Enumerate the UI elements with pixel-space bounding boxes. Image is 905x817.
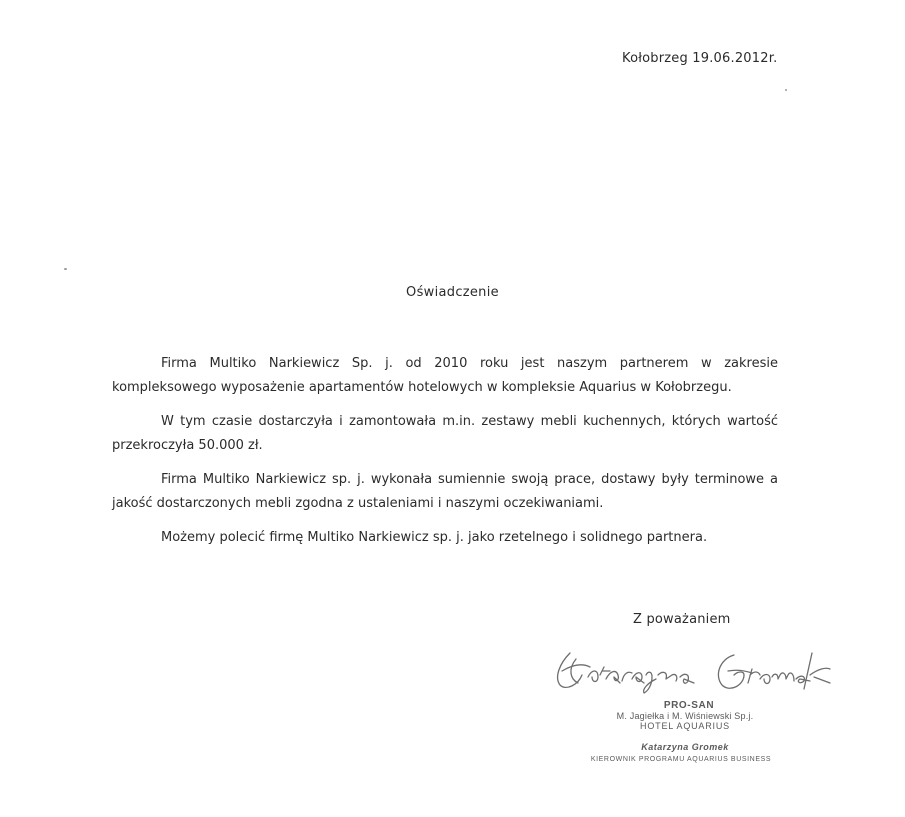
scan-speck [64, 268, 67, 270]
document-title: Oświadczenie [406, 285, 499, 300]
stamp-person-name: Katarzyna Gromek [641, 742, 729, 752]
paragraph-partnership: Firma Multiko Narkiewicz Sp. j. od 2010 roku jest naszym partnerem w zakresie kompleksowego wyposażenie apartamentów hotelowych w kompleksie Aquarius w Kołobrzegu. [112, 356, 778, 395]
stamp-role: KIEROWNIK PROGRAMU AQUARIUS BUSINESS [590, 756, 772, 763]
closing-salutation: Z poważaniem [633, 612, 731, 627]
company-stamp [585, 700, 785, 765]
letter-body [112, 352, 778, 560]
date-line: Kołobrzeg 19.06.2012r. [622, 51, 778, 66]
paragraph-deliveries: W tym czasie dostarczyła i zamontowała m.in. zestawy mebli kuchennych, których wartość przekroczyła 50.000 zł. [112, 414, 778, 453]
stamp-hotel: HOTEL AQUARIUS [640, 721, 730, 731]
scan-speck [785, 89, 787, 91]
paragraph-quality: Firma Multiko Narkiewicz sp. j. wykonała sumiennie swoją prace, dostawy były terminowe a jakość dostarczonych mebli zgodna z ustaleniami i naszymi oczekiwaniami. [112, 472, 778, 511]
stamp-owners: M. Jagiełka i M. Wiśniewski Sp.j. [616, 711, 754, 721]
handwritten-signature [548, 645, 838, 695]
paragraph-recommendation: Możemy polecić firmę Multiko Narkiewicz sp. j. jako rzetelnego i solidnego partnera. [161, 530, 708, 545]
stamp-company-name: PRO-SAN [663, 700, 715, 711]
